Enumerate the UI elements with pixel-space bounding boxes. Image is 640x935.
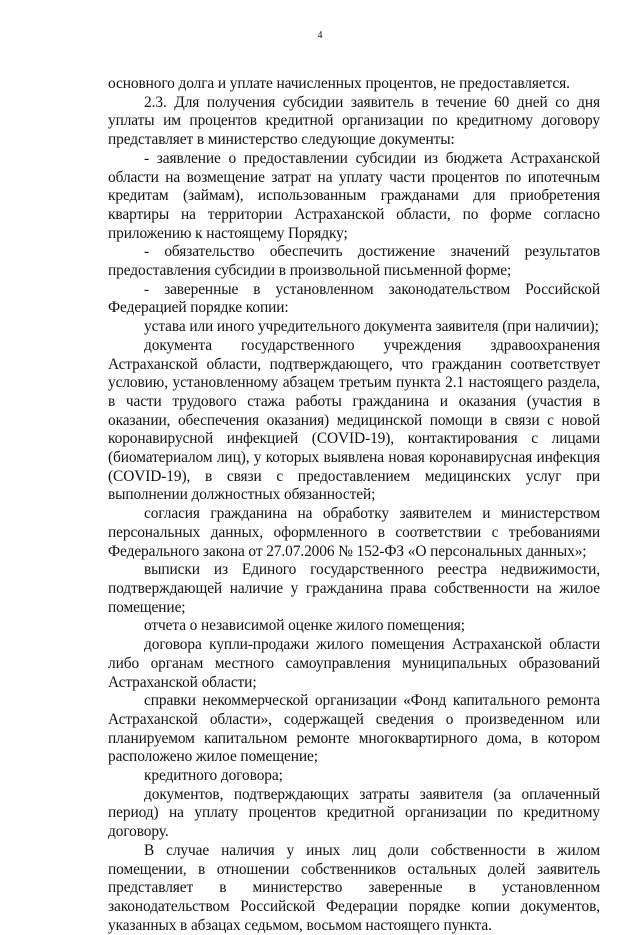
paragraph-6: устава или иного учредительного документа заявителя (при наличии); xyxy=(144,318,599,336)
paragraph-13: кредитного договора; xyxy=(144,767,283,785)
document-body xyxy=(108,75,600,935)
paragraph-3: - заявление о предоставлении субсидии из бюджета Астраханской области на возмещение затрат на уплату части процентов по ипотечным кредитам (займам), использованным гражданами для приобретения квартиры на территории Астраханской области, по форме согласно приложению к настоящему Порядку; xyxy=(108,149,600,242)
paragraph-8: согласия гражданина на обработку заявителем и министерством персональных данных, оформленного в соответствии с требованиями Федерального закона от 27.07.2006 № 152-ФЗ «О персональных данных»; xyxy=(108,505,600,560)
page-number: 4 xyxy=(317,30,323,41)
paragraph-5: - заверенные в установленном законодательством Российской Федерацией порядке копии: xyxy=(108,280,600,317)
paragraph-1: основного долга и уплате начисленных процентов, не предоставляется. xyxy=(108,75,570,92)
paragraph-10: отчета о независимой оценке жилого помещения; xyxy=(144,617,465,635)
paragraph-2: 2.3. Для получения субсидии заявитель в течение 60 дней со дня уплаты им процентов кредитной организации по кредитному договору представляет в министерство следующие документы: xyxy=(108,93,600,149)
paragraph-14: документов, подтверждающих затраты заявителя (за оплаченный период) на уплату процентов кредитной организации по кредитному договору. xyxy=(108,785,600,841)
paragraph-7: документа государственного учреждения здравоохранения Астраханской области, подтверждающего, что гражданин соответствует условию, установленному абзацем третьим пункта 2.1 настоящего раздела, в части трудового стажа работы гражданина и оказания (участия в оказании, обеспечения оказания) медицинской помощи в связи с новой коронавирусной инфекцией (COVID-19), контактирования с лицами (биоматериалом лиц), у которых выявлена новая коронавирусная инфекция (COVID-19), в связи с предоставлением медицинских услуг при выполнении должностных обязанностей; xyxy=(108,336,600,504)
paragraph-9: выписки из Единого государственного реестра недвижимости, подтверждающей наличие у гражданина права собственности на жилое помещение; xyxy=(108,561,600,616)
paragraph-12: справки некоммерческой организации «Фонд капитального ремонта Астраханской области», содержащей сведения о произведенном или планируемом капитальном ремонте многоквартирного дома, в котором расположено жилое помещение; xyxy=(108,692,600,766)
paragraph-11: договора купли-продажи жилого помещения Астраханской области либо органам местного самоуправления муниципальных образований Астраханской области; xyxy=(108,636,600,691)
paragraph-15: В случае наличия у иных лиц доли собственности в жилом помещении, в отношении собственников остальных долей заявитель представляет в министерство заверенные в установленном законодательством Российской Федерации порядке копии документов, указанных в абзацах седьмом, восьмом настоящего пункта. xyxy=(108,841,600,934)
paragraph-4: - обязательство обеспечить достижение значений результатов предоставления субсидии в произвольной письменной форме; xyxy=(108,243,600,280)
